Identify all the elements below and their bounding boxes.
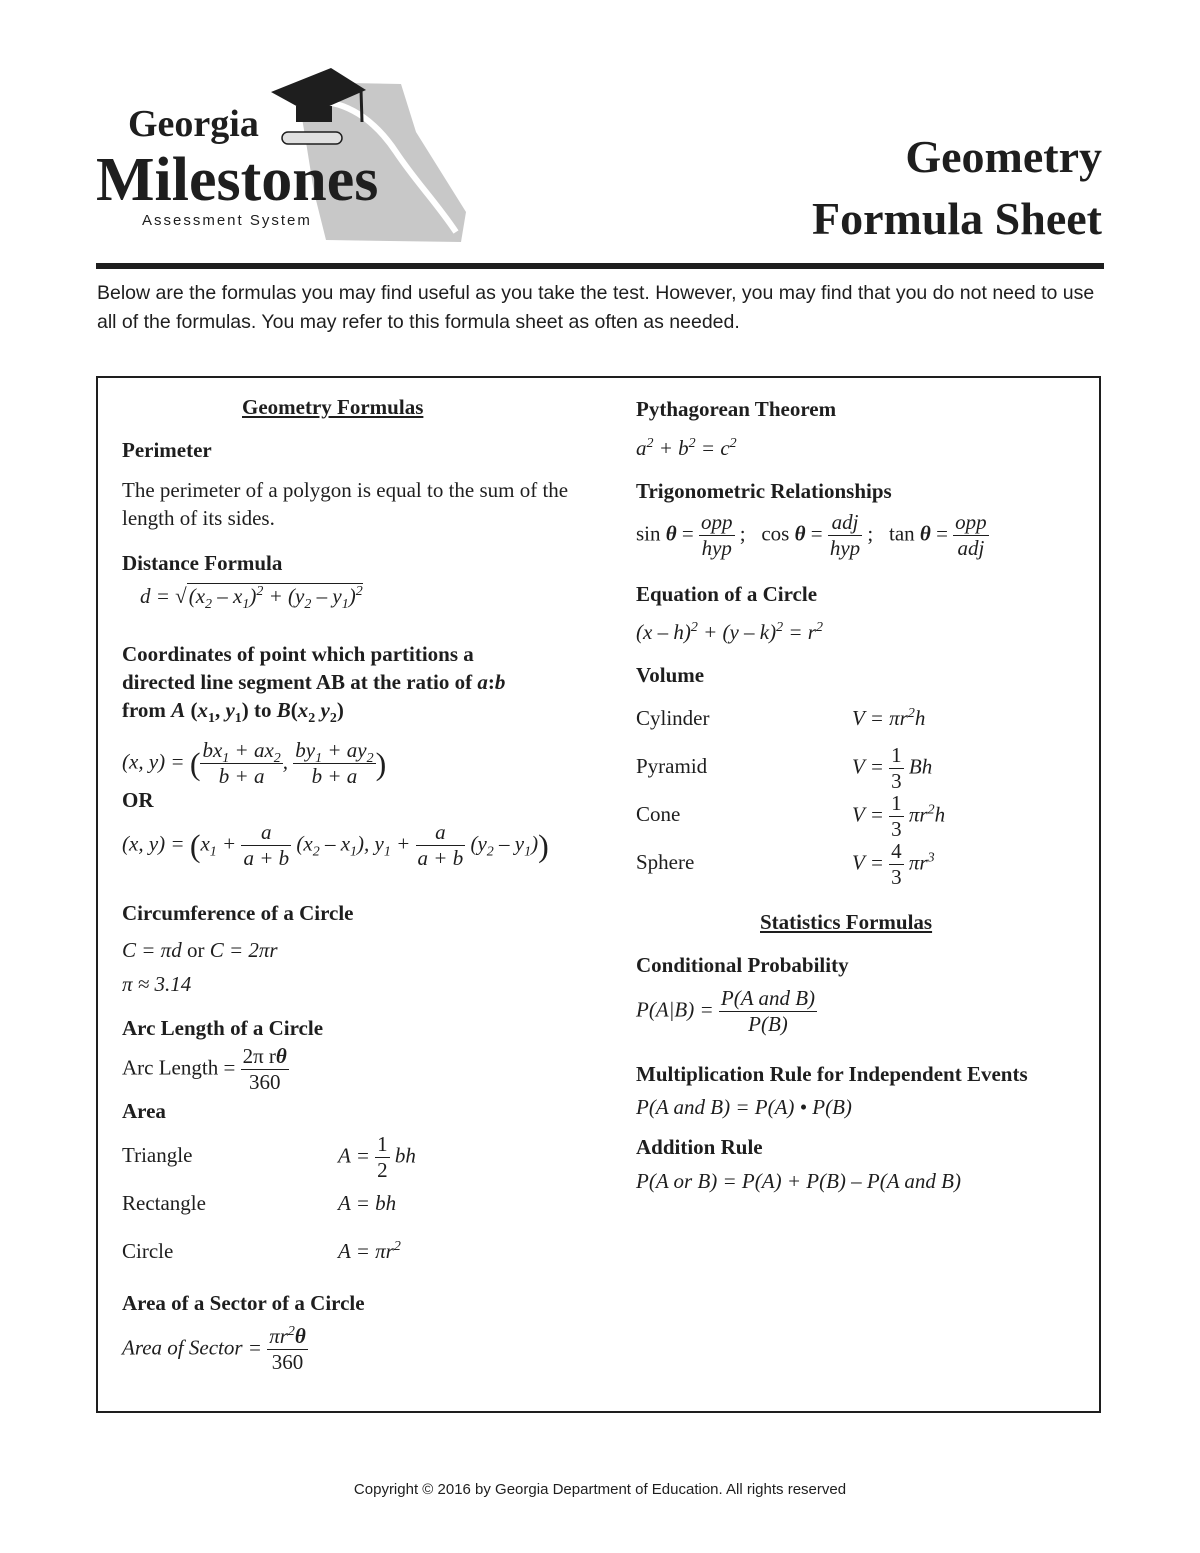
arc-length-title: Arc Length of a Circle (122, 1016, 324, 1040)
volume-cylinder-formula: $V = \pi r^2h$ (852, 706, 926, 730)
trig-title: Trigonometric Relationships (636, 479, 892, 503)
geometry-formulas-heading: Geometry Formulas (242, 395, 424, 419)
pythagorean-title: Pythagorean Theorem (636, 397, 837, 421)
volume-cylinder-label: Cylinder (636, 706, 710, 730)
partition-title: Coordinates of point which partitions a directed line segment AB at the ratio of a:b from A ($x_1$, $y_1$) to $B(x_2$ $y_2$) (122, 642, 506, 727)
multiplication-rule-title: Multiplication Rule for Independent Events (636, 1062, 1028, 1086)
circumference-formula: C = πd or C = 2πr (122, 938, 278, 962)
statistics-formulas-heading: Statistics Formulas (760, 910, 933, 934)
perimeter-title: Perimeter (122, 438, 212, 462)
conditional-probability-formula: P(A|B) = $\frac{\text{P(A and B)}}{P(B)}$ (636, 986, 816, 1036)
circle-equation-formula: $(x - h)^2 + (y - k)^2 = r^2$ (636, 620, 823, 644)
pythagorean-formula: $a^2 + b^2 = c^2$ (636, 436, 737, 460)
perimeter-text: The perimeter of a polygon is equal to the sum of the length of its sides. (122, 478, 569, 530)
volume-sphere-formula: V = $\frac{4}{3}$ $\pi r^3$ (852, 839, 935, 889)
volume-cone-label: Cone (636, 802, 681, 826)
volume-pyramid-label: Pyramid (636, 754, 708, 778)
volume-sphere-label: Sphere (636, 850, 695, 874)
logo-milestones: Milestones (96, 146, 379, 214)
circle-equation-title: Equation of a Circle (636, 582, 818, 606)
diploma-scroll-icon (282, 132, 342, 144)
logo-georgia: Georgia (128, 103, 259, 145)
page-title (812, 126, 1102, 250)
distance-title: Distance Formula (122, 551, 283, 575)
title-line-2: Formula Sheet (811, 193, 1102, 244)
multiplication-rule-formula: P(A and B) = P(A) • P(B) (636, 1095, 852, 1119)
area-rectangle-formula: A = bh (338, 1191, 397, 1215)
partition-formula-2: (x, $y) = (x_1$ + $\frac{a}{a + b}$ $(x_2 - x_1)$, $y_1$ + $\frac{a}{a + b}$ $(y_2 - y_1)$) (122, 820, 549, 870)
copyright-footer: Copyright © 2016 by Georgia Department of Education. All rights reserved (353, 1481, 847, 1498)
logo-assessment-system: Assessment System (142, 212, 312, 229)
distance-formula: $d = √(x_2 - x_1)^2 + (y_2 - y_1)^2$ (140, 584, 363, 613)
pi-approximation: π ≈ 3.14 (122, 972, 192, 996)
area-circle-label: Circle (122, 1239, 174, 1263)
partition-formula-1: (x, y) = ( $\frac{bx_1 + ax_2}{b + a}$ , $\frac{by_1 + ay_2}{b + a}$ ) (122, 738, 387, 788)
area-rectangle-label: Rectangle (122, 1191, 206, 1215)
partition-or: OR (122, 788, 154, 812)
volume-cone-formula: V = $\frac{1}{3}$ $\pi r^2h$ (852, 791, 946, 841)
header-divider (96, 263, 1104, 269)
arc-length-formula: Arc Length = $\frac{\text{2π rθ}}{360}$ (122, 1044, 287, 1094)
intro-text: Below are the formulas you may find useful as you take the test. However, you may find that you do not need to use all of the formulas. You may refer to this formula sheet as often as needed. (97, 282, 1095, 333)
sector-formula: Area of Sector = $\frac{\pi r^2\theta}{360}$ (122, 1324, 306, 1374)
area-title: Area (122, 1099, 166, 1123)
title-line-1: Geometry (905, 131, 1102, 182)
georgia-milestones-logo (96, 62, 476, 248)
area-circle-formula: $A = \pi r^2$ (338, 1239, 401, 1263)
addition-rule-formula: P(A or B) = P(A) + P(B) – P(A and B) (636, 1169, 961, 1193)
trig-formulas: sin θ = $\frac{\text{opp}}{\text{hyp}}$ ; cos θ = $\frac{\text{adj}}{\text{hyp}}$ ; tan θ = $\frac{\text{opp}}{\text{adj}}$ (636, 510, 987, 560)
volume-pyramid-formula: V = $\frac{1}{3}$ Bh (852, 743, 933, 793)
volume-title: Volume (636, 663, 705, 687)
addition-rule-title: Addition Rule (636, 1135, 763, 1159)
conditional-probability-title: Conditional Probability (636, 953, 849, 977)
area-triangle-label: Triangle (122, 1143, 193, 1167)
area-triangle-formula: A = $\frac{1}{2}$ bh (338, 1132, 416, 1182)
circumference-title: Circumference of a Circle (122, 901, 354, 925)
sector-title: Area of a Sector of a Circle (122, 1291, 365, 1315)
